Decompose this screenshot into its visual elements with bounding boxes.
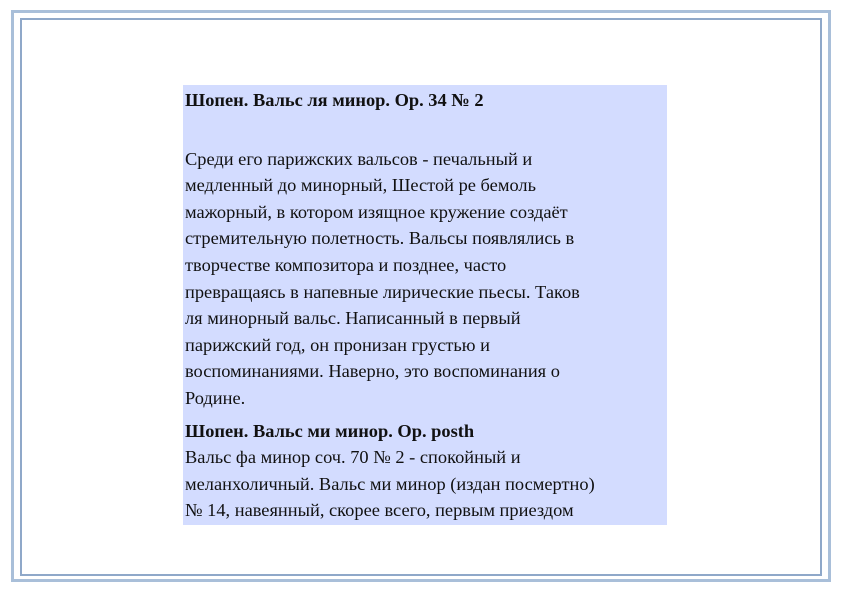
text-line: творчестве композитора и позднее, часто (185, 254, 507, 275)
section2-paragraph (185, 444, 667, 524)
text-line: № 14, навеянный, скорее всего, первым приездом (185, 500, 574, 521)
text-line: Родине. (185, 387, 246, 408)
text-line: меланхоличный. Вальс ми минор (издан посмертно) (185, 473, 595, 494)
text-line: Среди его парижских вальсов - печальный и (185, 148, 533, 169)
text-line: медленный до минорный, Шестой ре бемоль (185, 175, 536, 196)
section1-paragraph (185, 146, 667, 412)
slide-text-block (183, 85, 667, 525)
text-line: воспоминаниями. Наверно, это воспоминания о (185, 361, 560, 382)
text-line: Вальс фа минор соч. 70 № 2 - спокойный и (185, 447, 521, 468)
text-line: парижский год, он пронизан грустью и (185, 334, 490, 355)
text-line: превращаясь в напевные лирические пьесы. Таков (185, 281, 580, 302)
text-line: ля минорный вальс. Написанный в первый (185, 308, 521, 329)
text-line: стремительную полетность. Вальсы появлялись в (185, 228, 575, 249)
section2-heading: Шопен. Вальс ми минор. Op. posth (185, 420, 475, 441)
text-line: мажорный, в котором изящное кружение создаёт (185, 201, 568, 222)
section1-heading: Шопен. Вальс ля минор. Op. 34 № 2 (185, 90, 484, 110)
